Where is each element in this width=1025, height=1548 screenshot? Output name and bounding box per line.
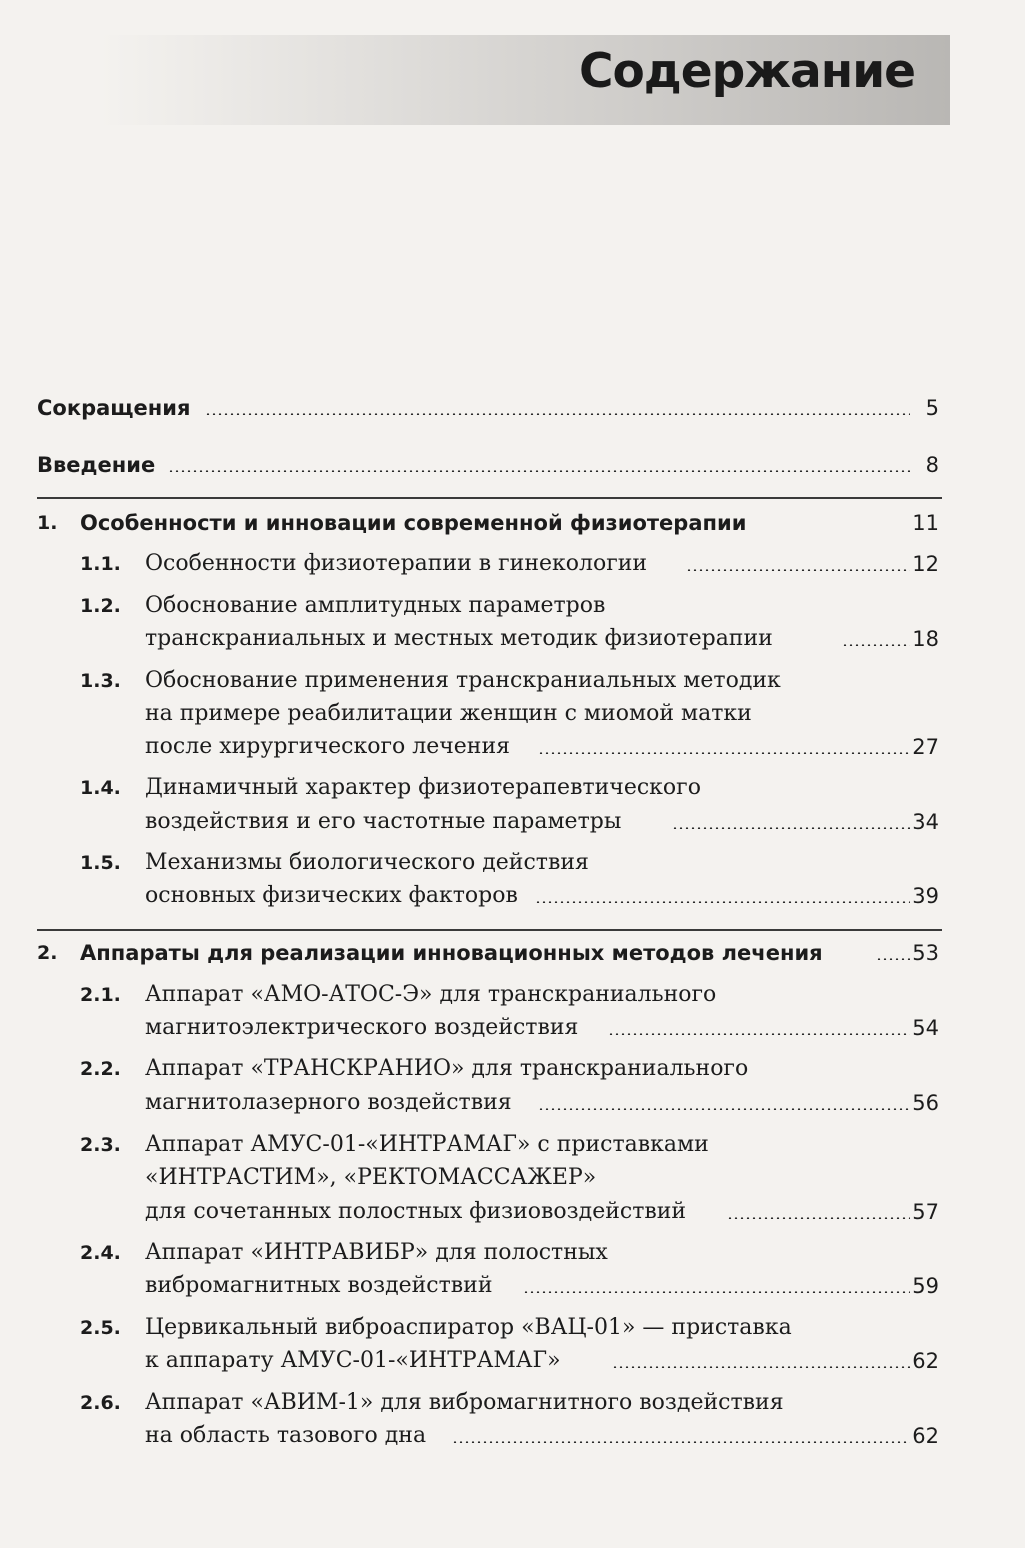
- toc-number: 2.3.: [80, 1134, 121, 1156]
- toc-section-1-3-cont[interactable]: [0, 732, 1025, 762]
- toc-entry-introduction[interactable]: [0, 450, 1025, 480]
- toc-page-number: 27: [912, 735, 939, 759]
- toc-page-number: 62: [912, 1349, 939, 1373]
- toc-page-number: 39: [912, 884, 939, 908]
- toc-number: 2.4.: [80, 1242, 121, 1264]
- section-divider: [37, 929, 942, 931]
- toc-entry-title: вибромагнитных воздействий: [145, 1273, 493, 1298]
- toc-section-1-4[interactable]: [0, 773, 1025, 803]
- toc-section-1-3[interactable]: [0, 666, 1025, 696]
- toc-section-2-1-cont[interactable]: [0, 1013, 1025, 1043]
- toc-section-2-4-cont[interactable]: [0, 1271, 1025, 1301]
- toc-chapter-2[interactable]: [0, 938, 1025, 968]
- toc-entry-title: на область тазового дна: [145, 1423, 427, 1448]
- leader-dots: [686, 569, 910, 571]
- toc-entry-title: Аппарат «АВИМ-1» для вибромагнитного воздействия: [145, 1390, 784, 1415]
- toc-page-number: 34: [912, 810, 939, 834]
- toc-page-number: 62: [912, 1424, 939, 1448]
- leader-dots: [538, 1108, 910, 1110]
- toc-entry-title: Механизмы биологического действия: [145, 850, 589, 875]
- leader-dots: [168, 470, 910, 472]
- toc-number: 1.4.: [80, 777, 121, 799]
- toc-number: 1.5.: [80, 852, 121, 874]
- toc-section-2-5-cont[interactable]: [0, 1346, 1025, 1376]
- toc-number: 1.: [37, 512, 58, 534]
- toc-number: 2.2.: [80, 1058, 121, 1080]
- toc-section-1-3-cont[interactable]: [0, 699, 1025, 729]
- toc-entry-title: Цервикальный виброаспиратор «ВАЦ-01» — приставка: [145, 1315, 792, 1340]
- toc-page-number: 18: [912, 627, 939, 651]
- toc-entry-title: Обоснование применения транскраниальных методик: [145, 668, 781, 693]
- toc-chapter-1[interactable]: [0, 508, 1025, 538]
- toc-entry-title: магнитолазерного воздействия: [145, 1090, 512, 1115]
- toc-page-number: 57: [912, 1200, 939, 1224]
- toc-number: 1.3.: [80, 670, 121, 692]
- toc-number: 1.1.: [80, 553, 121, 575]
- toc-entry-title: Введение: [37, 453, 156, 477]
- leader-dots: [842, 644, 910, 646]
- toc-page-number: 56: [912, 1091, 939, 1115]
- toc-section-1-5[interactable]: [0, 848, 1025, 878]
- toc-section-2-3[interactable]: [0, 1130, 1025, 1160]
- toc-section-1-2-cont[interactable]: [0, 624, 1025, 654]
- leader-dots: [672, 827, 910, 829]
- toc-section-2-4[interactable]: [0, 1238, 1025, 1268]
- toc-page-number: 12: [912, 552, 939, 576]
- toc-entry-title: основных физических факторов: [145, 883, 518, 908]
- toc-section-1-1[interactable]: [0, 549, 1025, 579]
- toc-number: 1.2.: [80, 595, 121, 617]
- leader-dots: [538, 752, 910, 754]
- section-divider: [37, 497, 942, 499]
- leader-dots: [205, 413, 910, 415]
- toc-entry-title: «ИНТРАСТИМ», «РЕКТОМАССАЖЕР»: [145, 1165, 597, 1190]
- toc-entry-title: транскраниальных и местных методик физиотерапии: [145, 626, 773, 651]
- toc-section-2-2-cont[interactable]: [0, 1088, 1025, 1118]
- toc-section-1-2[interactable]: [0, 591, 1025, 621]
- toc-entry-title: Сокращения: [37, 396, 191, 420]
- toc-entry-title: Аппараты для реализации инновационных методов лечения: [80, 941, 823, 965]
- toc-entry-title: для сочетанных полостных физиовоздействий: [145, 1199, 687, 1224]
- toc-entry-title: Особенности и инновации современной физиотерапии: [80, 511, 747, 535]
- toc-number: 2.6.: [80, 1392, 121, 1414]
- toc-section-2-6-cont[interactable]: [0, 1421, 1025, 1451]
- leader-dots: [612, 1366, 910, 1368]
- leader-dots: [727, 1217, 910, 1219]
- toc-page-number: 54: [912, 1016, 939, 1040]
- toc-page-number: 8: [925, 453, 939, 477]
- toc-entry-title: Обоснование амплитудных параметров: [145, 593, 606, 618]
- toc-entry-title: Особенности физиотерапии в гинекологии: [145, 551, 648, 576]
- toc-section-2-6[interactable]: [0, 1388, 1025, 1418]
- leader-dots: [535, 901, 910, 903]
- toc-entry-title: после хирургического лечения: [145, 734, 510, 759]
- toc-number: 2.1.: [80, 984, 121, 1006]
- toc-entry-title: к аппарату АМУС-01-«ИНТРАМАГ»: [145, 1348, 561, 1373]
- toc-entry-title: Аппарат «ИНТРАВИБР» для полостных: [145, 1240, 608, 1265]
- toc-entry-abbreviations[interactable]: [0, 393, 1025, 423]
- toc-page-number: 11: [912, 511, 939, 535]
- toc-number: 2.: [37, 942, 58, 964]
- toc-entry-title: воздействия и его частотные параметры: [145, 809, 622, 834]
- toc-section-2-1[interactable]: [0, 980, 1025, 1010]
- toc-section-2-3-cont[interactable]: [0, 1163, 1025, 1193]
- toc-page-number: 53: [912, 941, 939, 965]
- leader-dots: [608, 1033, 910, 1035]
- toc-page-number: 5: [925, 396, 939, 420]
- toc-entry-title: Динамичный характер физиотерапевтического: [145, 775, 701, 800]
- toc-entry-title: магнитоэлектрического воздействия: [145, 1015, 579, 1040]
- toc-entry-title: Аппарат «ТРАНСКРАНИО» для транскраниального: [145, 1056, 749, 1081]
- toc-entry-title: Аппарат АМУС-01-«ИНТРАМАГ» с приставками: [145, 1132, 709, 1157]
- toc-section-1-4-cont[interactable]: [0, 807, 1025, 837]
- toc-section-2-3-cont[interactable]: [0, 1197, 1025, 1227]
- toc-page-number: 59: [912, 1274, 939, 1298]
- toc-section-2-5[interactable]: [0, 1313, 1025, 1343]
- toc-section-2-2[interactable]: [0, 1054, 1025, 1084]
- leader-dots: [523, 1291, 910, 1293]
- toc-section-1-5-cont[interactable]: [0, 881, 1025, 911]
- leader-dots: [876, 958, 910, 960]
- toc-entry-title: Аппарат «АМО-АТОС-Э» для транскраниального: [145, 982, 717, 1007]
- leader-dots: [452, 1441, 910, 1443]
- toc-number: 2.5.: [80, 1317, 121, 1339]
- page-title: Содержание: [578, 44, 915, 99]
- toc-entry-title: на примере реабилитации женщин с миомой матки: [145, 701, 752, 726]
